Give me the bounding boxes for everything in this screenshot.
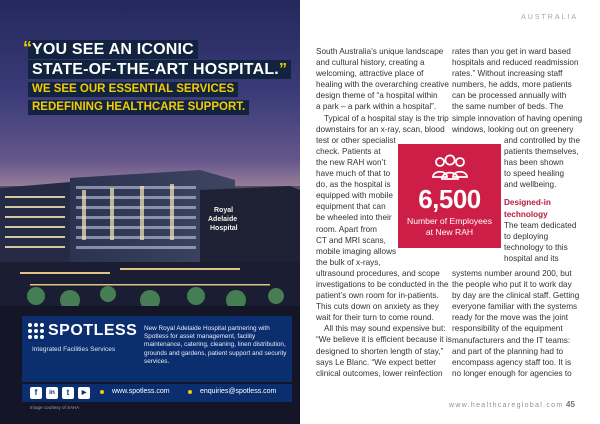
text-line: and controlled by the xyxy=(504,136,581,145)
website-link[interactable]: www.spotless.com xyxy=(112,388,170,395)
text-line: and part of the planning had to xyxy=(452,346,564,356)
text-line: “We believe it is efficient because it is xyxy=(316,335,452,345)
text-line: the bulk of x-rays, xyxy=(316,257,381,267)
text-line: clinical outcomes, lower reinfection xyxy=(316,368,443,378)
separator-dot xyxy=(188,390,192,394)
text-line: designed to shorten length of stay,” xyxy=(316,346,444,356)
headline-line-1: YOU SEE AN ICONIC xyxy=(28,40,198,59)
building-sign-line3: Hospital xyxy=(210,225,238,232)
email-link[interactable]: enquiries@spotless.com xyxy=(200,388,277,395)
text-line: ultrasound procedures, and scope xyxy=(316,268,440,278)
text-line: equipment that can xyxy=(316,202,386,212)
spotless-description: New Royal Adelaide Hospital partnering with Spotless for asset management, facility maintenance, catering, cleaning, linen distribution, grounds and gardens, patient support and security services. xyxy=(144,325,287,365)
text-line: says Le Blanc. “We expect better xyxy=(316,357,436,367)
text-line: the same number of beds. The xyxy=(452,102,564,112)
text-line: test or other specialist xyxy=(316,135,396,145)
text-line: technology to this xyxy=(504,242,568,252)
text-line: patients themselves, xyxy=(504,147,579,157)
text-line: wait for their turn to come round. xyxy=(316,313,434,323)
employee-count-label: Number of Employees at New RAH xyxy=(406,216,493,237)
text-line: mobile imaging allows xyxy=(316,246,397,256)
facebook-icon[interactable]: f xyxy=(30,387,42,399)
open-quote-mark: “ xyxy=(23,38,32,58)
linkedin-icon[interactable]: in xyxy=(46,387,58,399)
text-line: responsibility of the equipment xyxy=(452,324,563,334)
text-line: manufacturers and the IT teams: xyxy=(452,335,571,345)
employee-stat-box xyxy=(398,144,501,248)
text-line: simple innovation of having opening xyxy=(452,113,583,123)
text-line: downstairs for an x-ray, scan, blood xyxy=(316,124,445,134)
text-line: welcoming, attractive place of xyxy=(316,69,424,79)
text-line: Typical of a hospital stay is the trip xyxy=(324,113,449,123)
text-line: do, as the hospital is xyxy=(316,180,391,190)
text-line: be wheeled into their xyxy=(316,213,392,223)
subheadline-line-2: REDEFINING HEALTHCARE SUPPORT. xyxy=(28,100,249,115)
text-line: have much of that to xyxy=(316,169,391,179)
spotless-dots-icon xyxy=(28,323,44,339)
text-line: equipped with mobile xyxy=(316,191,393,201)
text-line: South Australia’s unique landscape xyxy=(316,47,444,56)
advert-headline xyxy=(23,38,291,115)
text-line: everyone familiar with the systems xyxy=(452,302,578,312)
text-line: rates.” Without increasing staff xyxy=(452,69,563,79)
text-line: The team dedicated xyxy=(504,220,577,230)
text-line: hospitals and reduced readmission xyxy=(452,58,579,68)
text-line: hospital and its xyxy=(504,253,559,263)
text-line: to speed healing xyxy=(504,169,565,179)
image-credit: Image courtesy of SAHA xyxy=(30,405,80,410)
text-line: investigations to be conducted in the xyxy=(316,279,449,289)
social-contact-bar xyxy=(22,384,292,402)
text-line: healing with the overarching creative xyxy=(316,80,449,90)
text-line: and cultural history, creating a xyxy=(316,58,425,68)
text-line: patient’s own room for in-patients. xyxy=(316,291,439,301)
text-line: ready for the move was the joint xyxy=(452,313,569,323)
spotless-tagline: Integrated Facilities Services xyxy=(32,346,116,353)
text-line: CT and MRI scans, xyxy=(316,235,386,245)
section-header: AUSTRALIA xyxy=(521,14,578,21)
text-line: systems number around 200, but xyxy=(452,269,572,278)
spotless-info-panel xyxy=(22,316,292,382)
text-line: a park – a park within a hospital”. xyxy=(316,102,437,112)
page-number: 45 xyxy=(566,400,575,409)
building-sign-line1: Royal xyxy=(214,207,234,214)
subheading: Designed-in xyxy=(504,198,551,208)
separator-dot xyxy=(100,390,104,394)
text-line: design theme of “a hospital within xyxy=(316,91,438,101)
text-line: the new RAH won’t xyxy=(316,157,386,167)
subheading: technology xyxy=(504,209,548,219)
text-line: the people who put it to work day xyxy=(452,280,572,290)
text-line: room. Apart from xyxy=(316,224,377,234)
text-line: to deploying xyxy=(504,231,549,241)
text-line: encompass agency staff too. It is xyxy=(452,357,572,367)
headline-line-2: STATE-OF-THE-ART HOSPITAL.” xyxy=(28,60,291,79)
text-line: no longer enough for agencies to xyxy=(452,368,572,378)
footer-website: www.healthcareglobal.com xyxy=(449,402,564,409)
text-line: numbers, he adds, more patients xyxy=(452,80,572,90)
employee-count: 6,500 xyxy=(418,184,481,214)
spotless-wordmark: SPOTLESS xyxy=(48,322,138,339)
article-column-2-bottom xyxy=(452,268,582,379)
article-column-2-top xyxy=(452,46,582,135)
twitter-icon[interactable]: t xyxy=(62,387,74,399)
text-line: This cuts down on anxiety as they xyxy=(316,302,439,312)
subheadline-line-1: WE SEE OUR ESSENTIAL SERVICES xyxy=(28,82,238,97)
close-quote-mark: ” xyxy=(278,61,288,78)
youtube-icon[interactable]: ▶ xyxy=(78,387,90,399)
text-line: check. Patients at xyxy=(316,146,381,156)
article-column-2-wrap xyxy=(504,135,584,264)
text-line: can be processed annually with xyxy=(452,91,567,101)
text-line: has been shown xyxy=(504,158,564,168)
building-sign-line2: Adelaide xyxy=(208,216,238,223)
text-line: by day are the clinical staff. Getting xyxy=(452,291,580,301)
people-group-icon xyxy=(431,153,469,181)
text-line: and wellbeing. xyxy=(504,180,557,190)
text-line: All this may sound expensive but: xyxy=(324,324,446,334)
text-line: rates than you get in ward based xyxy=(452,47,571,56)
text-line: windows, looking out on greenery xyxy=(452,124,574,134)
